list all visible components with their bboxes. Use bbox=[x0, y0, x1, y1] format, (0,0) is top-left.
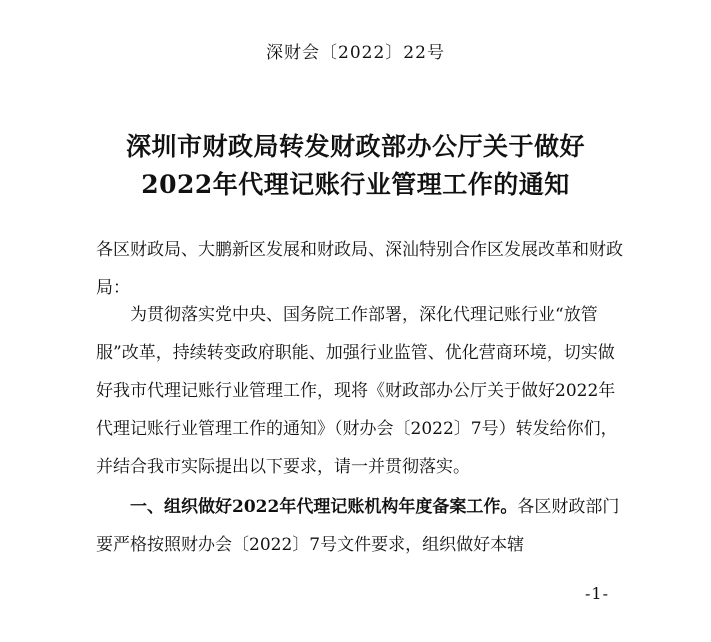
title-line-1: 深圳市财政局转发财政部办公厅关于做好 bbox=[125, 132, 585, 161]
paragraph-1: 为贯彻落实党中央、国务院工作部署，深化代理记账行业“放管服”改革，持续转变政府职能、加强行业监管、优化营商环境，切实做好我市代理记账行业管理工作，现将《财政部办公厅关于做好2022年代理记账行业管理工作的通知》（财办会〔2022〕7号）转发给你们，并结合我市实际提出以下要求，请一并贯彻落实。 bbox=[96, 305, 618, 477]
document-number: 深财会〔2022〕22号 bbox=[266, 43, 445, 63]
title-line-2: 2022年代理记账行业管理工作的通知 bbox=[141, 170, 570, 199]
addressee: 各区财政局、大鹏新区发展和财政局、深汕特别合作区发展改革和财政局： bbox=[96, 240, 623, 298]
document-title bbox=[0, 128, 711, 204]
page-number: -1- bbox=[585, 584, 609, 603]
paragraph-2-heading: 一、组织做好2022年代理记账机构年度备案工作。 bbox=[130, 497, 518, 517]
paragraph-2 bbox=[96, 488, 624, 564]
paragraph-2-text: 各区财政部门要严格按照财办会〔2022〕7号文件要求，组织做好本辖 bbox=[96, 497, 620, 555]
